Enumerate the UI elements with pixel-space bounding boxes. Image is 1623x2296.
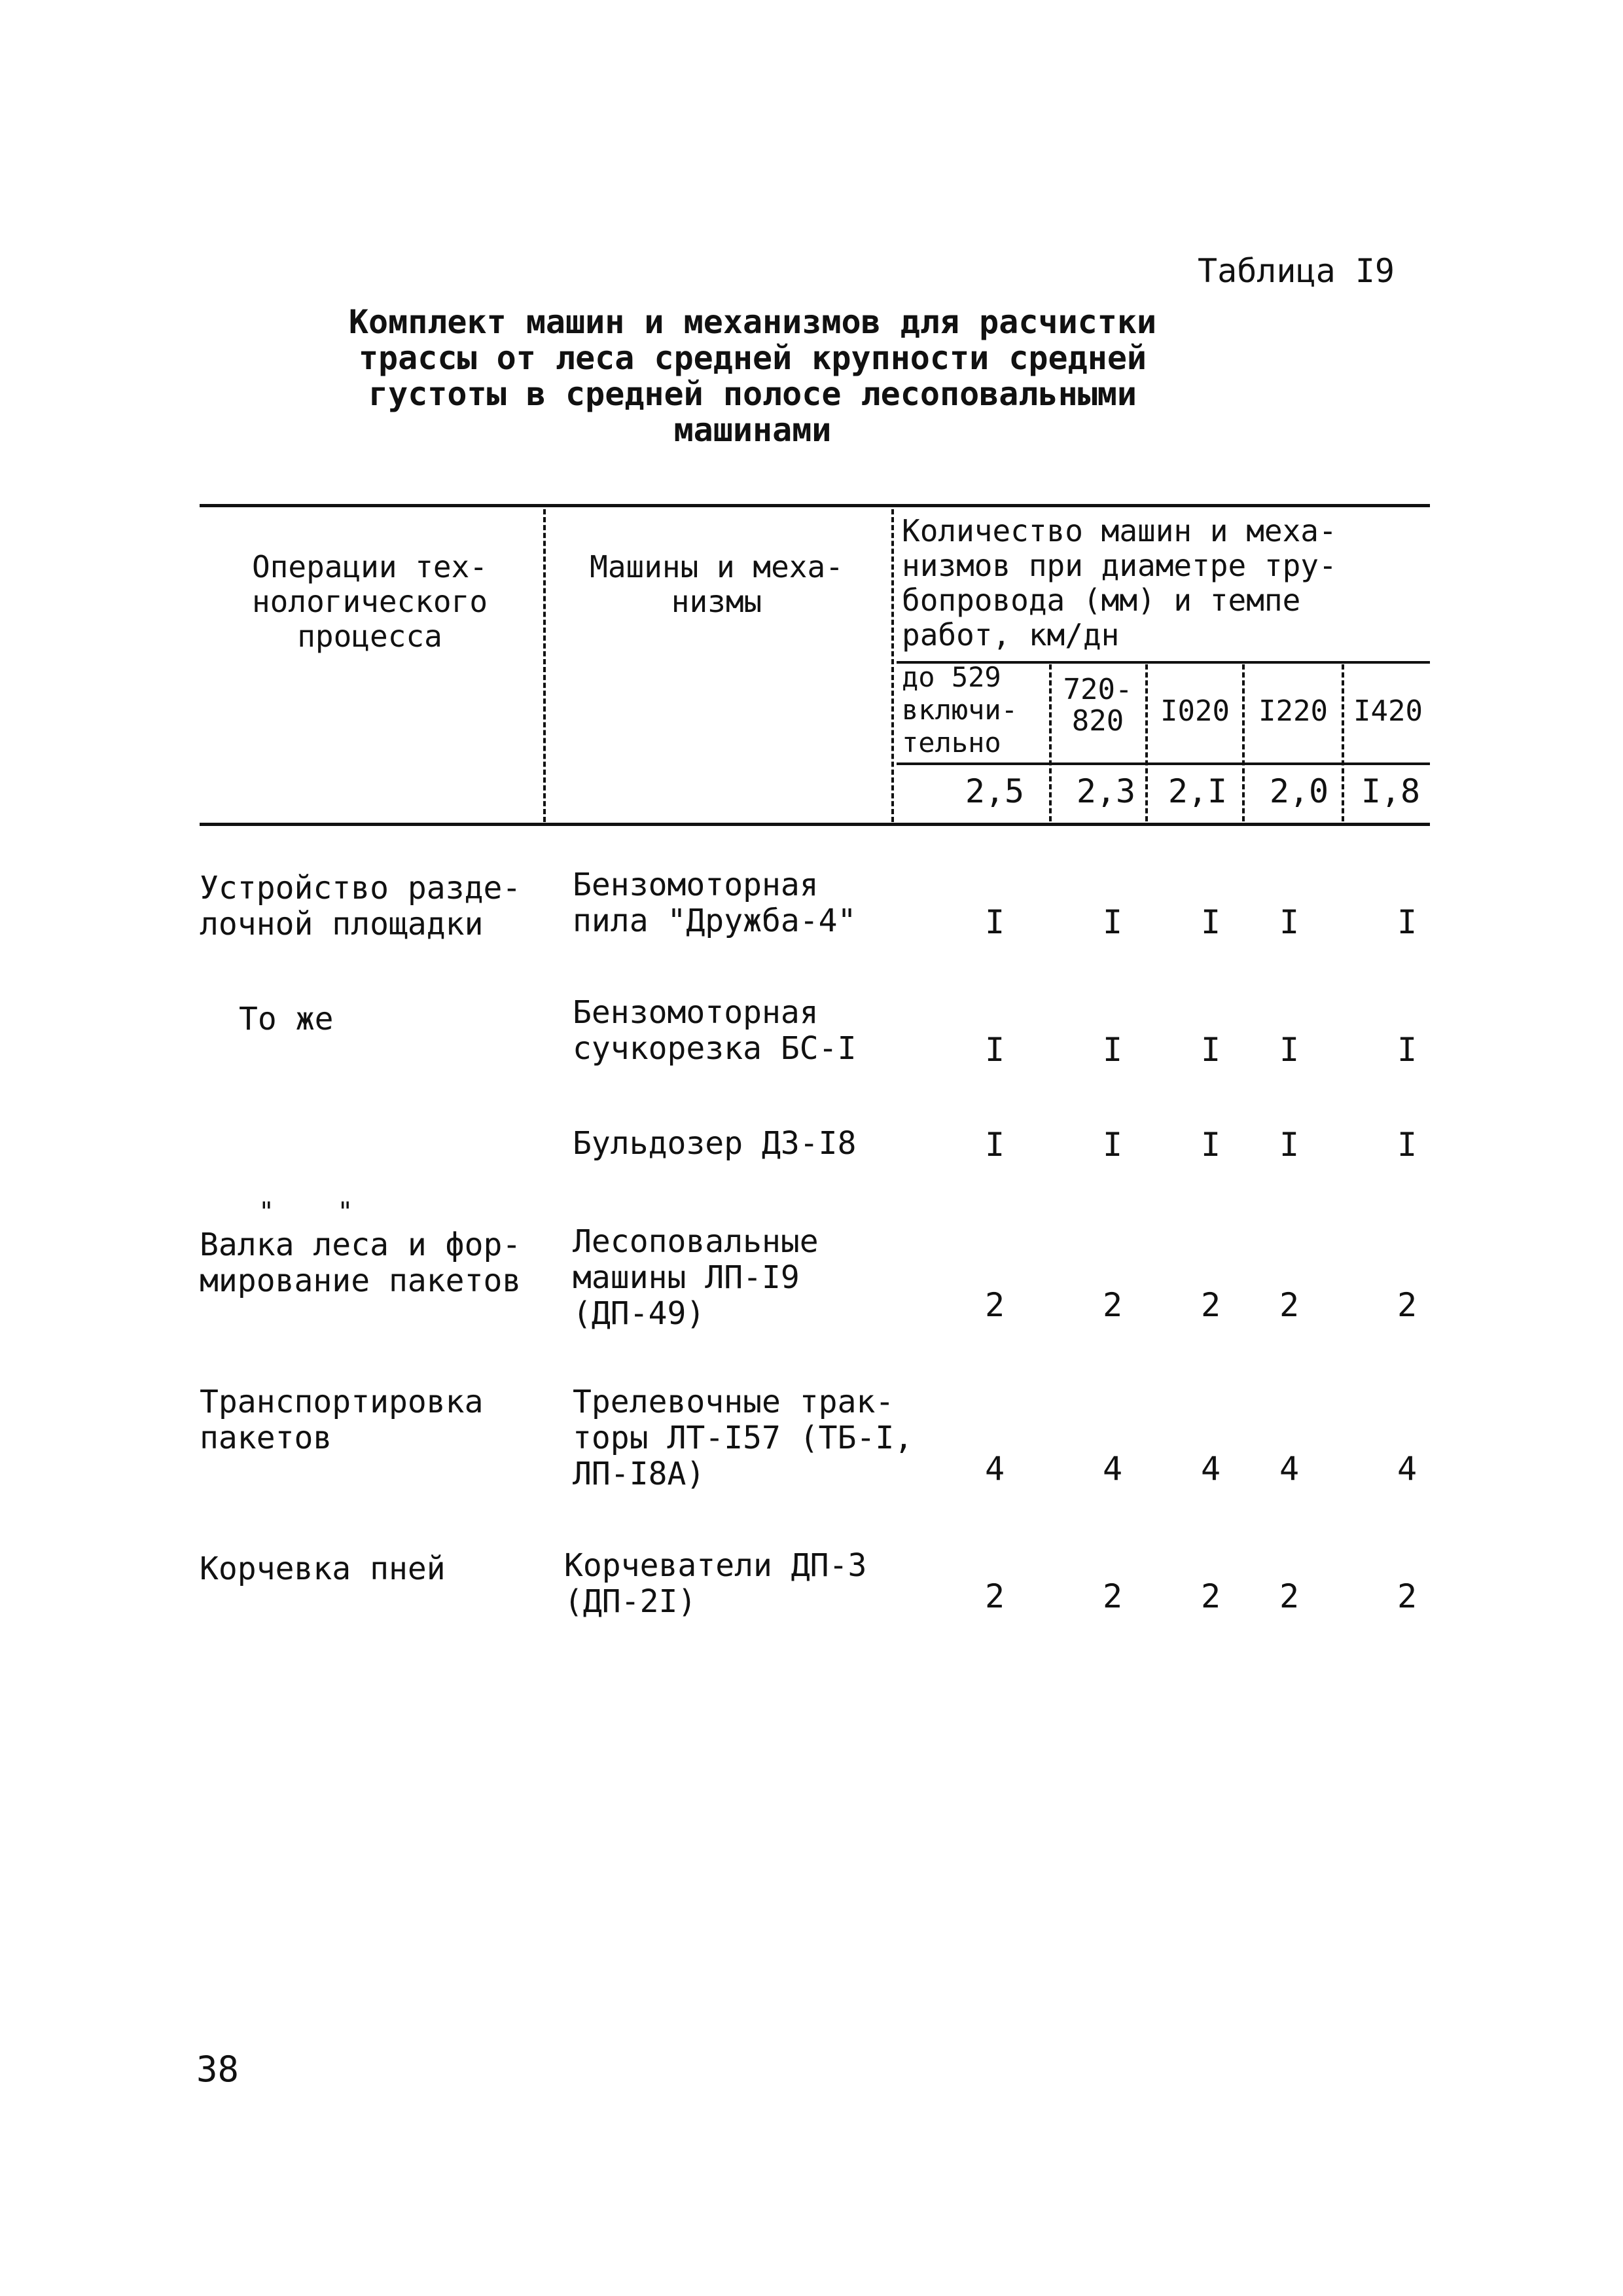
cell-value: I bbox=[1279, 1031, 1300, 1069]
caption-line: трассы от леса средней крупности средней bbox=[358, 339, 1147, 377]
cell-value: 2 bbox=[1279, 1286, 1300, 1324]
page-number: 38 bbox=[196, 2049, 240, 2090]
cell-value: I bbox=[1102, 903, 1123, 941]
diameter-header: I020 bbox=[1160, 694, 1230, 728]
cell-value: 4 bbox=[984, 1450, 1005, 1488]
caption-line: Комплект машин и механизмов для расчистки bbox=[348, 303, 1157, 341]
tempo-value: 2,I bbox=[1168, 772, 1228, 810]
cell-value: 4 bbox=[1200, 1450, 1221, 1488]
cell-value: I bbox=[1397, 1126, 1418, 1164]
caption-line: машинами bbox=[673, 411, 832, 449]
table-row-machine: Бензомоторная сучкорезка БС-I bbox=[573, 994, 857, 1067]
table-row-machine: Бензомоторная пила "Дружба-4" bbox=[573, 867, 857, 939]
tempo-value: I,8 bbox=[1361, 772, 1421, 810]
col-separator bbox=[1342, 664, 1344, 821]
tempo-value: 2,3 bbox=[1076, 772, 1136, 810]
cell-value: 2 bbox=[1279, 1577, 1300, 1615]
cell-value: 2 bbox=[1200, 1286, 1221, 1324]
table-caption bbox=[262, 304, 1243, 448]
col-separator bbox=[1242, 664, 1245, 821]
cell-value: 2 bbox=[1397, 1286, 1418, 1324]
header-quantity: Количество машин и меха- низмов при диаметре тру- бопровода (мм) и темпе работ, км/дн bbox=[902, 513, 1337, 653]
table-row-operation: " " bbox=[259, 1197, 353, 1227]
col-separator bbox=[1049, 664, 1052, 821]
cell-value: I bbox=[984, 1126, 1005, 1164]
table-row-operation: То же bbox=[239, 1001, 334, 1037]
cell-value: I bbox=[984, 1031, 1005, 1069]
diameter-header: до 529 включи- тельно bbox=[902, 661, 1018, 759]
cell-value: 2 bbox=[984, 1577, 1005, 1615]
table-label: Таблица I9 bbox=[1198, 252, 1395, 290]
cell-value: I bbox=[1397, 1031, 1418, 1069]
diameter-header: 720- 820 bbox=[1063, 673, 1133, 738]
cell-value: I bbox=[1102, 1031, 1123, 1069]
cell-value: I bbox=[1102, 1126, 1123, 1164]
table-row-machine: Бульдозер ДЗ-I8 bbox=[573, 1125, 857, 1162]
table-top-rule bbox=[200, 504, 1430, 507]
table-row-machine: Трелевочные трак- торы ЛТ-I57 (ТБ-I, ЛП-I8А) bbox=[573, 1384, 914, 1492]
table-row-machine: Корчеватели ДП-3 (ДП-2I) bbox=[564, 1547, 867, 1620]
table-row-operation: Транспортировка пакетов bbox=[200, 1384, 484, 1456]
table-row-operation: Устройство разде- лочной площадки bbox=[200, 870, 522, 942]
cell-value: I bbox=[1279, 903, 1300, 941]
table-row-machine: Лесоповальные машины ЛП-I9 (ДП-49) bbox=[573, 1223, 819, 1332]
cell-value: I bbox=[1397, 903, 1418, 941]
col-separator bbox=[1145, 664, 1148, 821]
cell-value: 2 bbox=[1102, 1577, 1123, 1615]
cell-value: 2 bbox=[1102, 1286, 1123, 1324]
col-separator bbox=[891, 509, 894, 822]
table-row-operation: Валка леса и фор- мирование пакетов bbox=[200, 1227, 522, 1299]
caption-line: густоты в средней полосе лесоповальными bbox=[368, 375, 1137, 413]
col-separator bbox=[543, 509, 546, 822]
cell-value: 2 bbox=[1200, 1577, 1221, 1615]
tempo-value: 2,5 bbox=[965, 772, 1025, 810]
header-machines: Машины и меха- низмы bbox=[590, 549, 844, 619]
cell-value: 4 bbox=[1279, 1450, 1300, 1488]
header-bottom-rule bbox=[200, 823, 1430, 826]
header-operations: Операции тех- нологического процесса bbox=[251, 549, 488, 654]
cell-value: I bbox=[984, 903, 1005, 941]
diameter-header: I420 bbox=[1353, 694, 1423, 728]
cell-value: I bbox=[1200, 1126, 1221, 1164]
cell-value: 2 bbox=[1397, 1577, 1418, 1615]
cell-value: 2 bbox=[984, 1286, 1005, 1324]
cell-value: I bbox=[1200, 903, 1221, 941]
cell-value: I bbox=[1279, 1126, 1300, 1164]
table-row-operation: Корчевка пней bbox=[200, 1551, 446, 1587]
diameter-header: I220 bbox=[1258, 694, 1328, 728]
cell-value: 4 bbox=[1397, 1450, 1418, 1488]
cell-value: I bbox=[1200, 1031, 1221, 1069]
diameter-divider-rule bbox=[897, 762, 1430, 765]
tempo-value: 2,0 bbox=[1269, 772, 1329, 810]
cell-value: 4 bbox=[1102, 1450, 1123, 1488]
